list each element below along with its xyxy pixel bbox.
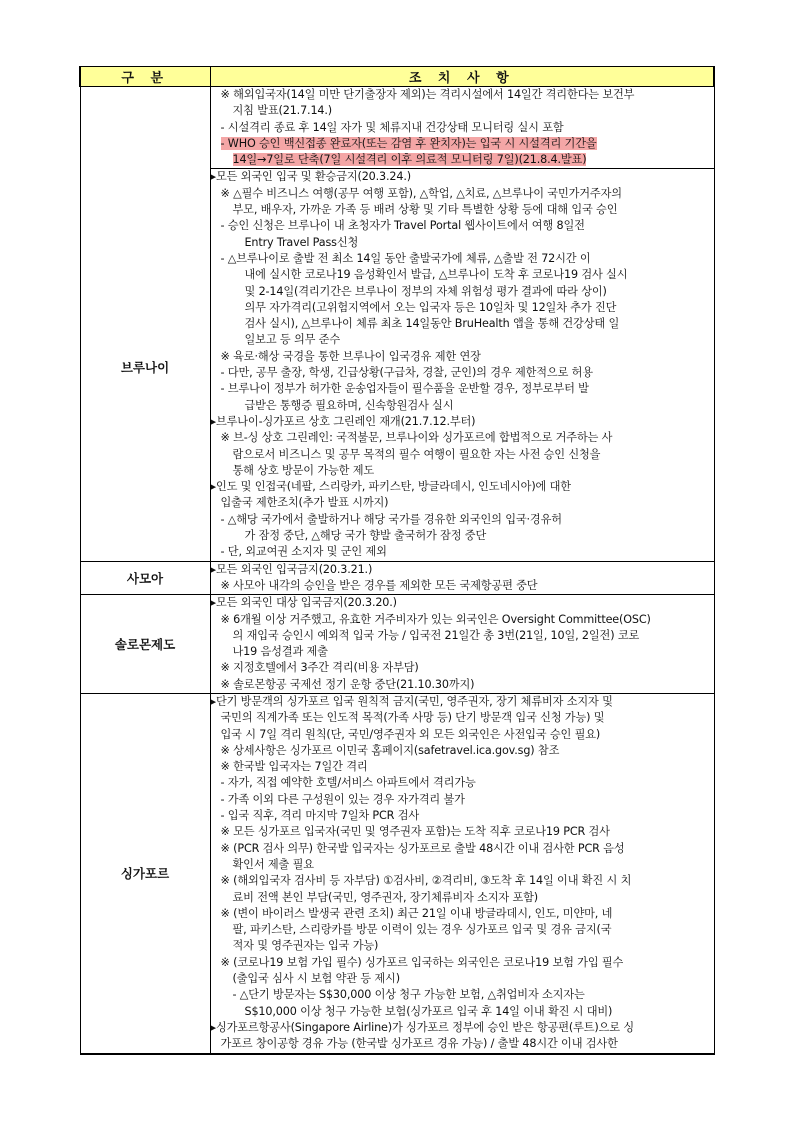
text-line: 입국 시 7일 격리 원칙(단, 국민/영주권자 외 모든 외국인은 사전입국 승인 필요) [220, 727, 601, 741]
text-line: ▸모든 외국인 대상 입국금지(20.3.20.) [210, 596, 397, 610]
text-line: ※ 솔로몬항공 국제선 정기 운항 중단(21.10.30까지) [220, 677, 475, 691]
table-row-continuation [80, 87, 714, 169]
text-line: 지침 발표(21.7.14.) [232, 104, 333, 118]
text-line: 국민의 직계가족 또는 인도적 목적(가족 사망 등) 단기 방문객 입국 신청 가능) 및 [220, 711, 605, 725]
text-line: 가 잠정 중단, △해당 국가 향발 출국허가 잠정 중단 [244, 529, 487, 543]
text-line: - 다만, 공무 출장, 학생, 긴급상황(구급차, 경찰, 군인)의 경우 제한적으로 허용 [220, 366, 593, 380]
header-measures: 조 치 사 항 [210, 67, 714, 87]
text-line: - △단기 방문자는 S$30,000 이상 청구 가능한 보험, △취업비자 소지자는 [232, 988, 585, 1002]
text-line: - 가족 이외 다른 구성원이 있는 경우 자가격리 불가 [220, 792, 465, 806]
highlighted-line: - WHO 승인 백신접종 완료자(또는 감염 후 완치자)는 입국 시 시설격리 기간을 [220, 136, 597, 150]
text-line: ※ 브-싱 상호 그린레인: 국적불문, 브루나이와 싱가포르에 합법적으로 거주하는 사 [220, 431, 613, 445]
country-name: 사모아 [126, 570, 164, 586]
text-line: - 시설격리 종료 후 14일 자가 및 체류지내 건강상태 모니터링 실시 포함 [220, 120, 564, 134]
text-line: ※ 6개월 이상 거주했고, 유효한 거주비자가 있는 외국인은 Oversight Committee(OSC) [220, 612, 651, 626]
text-line: ▸인도 및 인접국(네팔, 스리랑카, 파키스탄, 방글라데시, 인도네시아)에 대한 [210, 480, 571, 494]
text-line: 람으로서 비즈니스 및 공무 목적의 필수 여행이 필요한 자는 사전 승인 신청을 [232, 447, 601, 461]
text-line: 나19 음성결과 제출 [232, 645, 328, 659]
measures-table [79, 66, 715, 1055]
country-cell [80, 561, 210, 595]
header-row [80, 67, 714, 87]
text-line: - 입국 직후, 격리 마지막 7일차 PCR 검사 [220, 809, 420, 823]
country-cell [80, 169, 210, 561]
text-line: 내에 실시한 코로나19 음성확인서 발급, △브루나이 도착 후 코로나19 검사 실시 [244, 268, 628, 282]
country-cell-empty [80, 87, 210, 169]
country-name: 솔로몬제도 [114, 637, 176, 653]
text-line: 입출국 제한조치(추가 발표 시까지) [220, 496, 389, 510]
text-line: 일보고 등 의무 준수 [244, 333, 340, 347]
text-line: ※ 사모아 내각의 승인을 받은 경우를 제외한 모든 국제항공편 중단 [220, 578, 538, 592]
text-line: ▸브루나이-싱가포르 상호 그린레인 재개(21.7.12.부터) [210, 414, 476, 428]
text-line: 료비 전액 본인 부담(국민, 영주권자, 장기체류비자 소지자 포함) [232, 890, 539, 904]
measures-cell [210, 595, 714, 694]
text-line: 급받은 통행증 필요하며, 신속항원검사 실시 [244, 398, 454, 412]
text-line: 및 2-14일(격리기간은 브루나이 정부의 자체 위험성 평가 결과에 따라 상이) [244, 284, 607, 298]
text-line: 통해 상호 방문이 가능한 제도 [232, 463, 375, 477]
text-line: ▸모든 외국인 입국 및 환승금지(20.3.24.) [210, 170, 411, 184]
text-line: ※ 한국발 입국자는 7일간 격리 [220, 760, 368, 774]
text-line: Entry Travel Pass신청 [244, 235, 359, 249]
text-line: - 브루나이 정부가 허가한 운송업자들이 필수품을 운반할 경우, 정부로부터 발 [220, 382, 589, 396]
text-line: ▸싱가포르항공사(Singapore Airline)가 싱가포르 정부에 승인 받은 항공편(루트)으로 싱 [210, 1020, 635, 1034]
text-line: - 단, 외교여권 소지자 및 군인 제외 [220, 545, 387, 559]
text-line: ※ (해외입국자 검사비 등 자부담) ①검사비, ②격리비, ③도착 후 14일 이내 확진 시 치 [220, 874, 632, 888]
text-line: ▸단기 방문객의 싱가포르 입국 원칙적 금지(국민, 영주권자, 장기 체류비자 소지자 및 [210, 694, 613, 708]
text-line: ▸모든 외국인 입국금지(20.3.21.) [210, 562, 373, 576]
text-line: ※ (PCR 검사 의무) 한국발 입국자는 싱가포르로 출발 48시간 이내 검사한 PCR 음성 [220, 841, 625, 855]
text-line: - 자가, 직접 예약한 호텔/서비스 아파트에서 격리가능 [220, 776, 476, 790]
table-row-samoa [80, 561, 714, 595]
table-row-solomon [80, 595, 714, 694]
country-cell [80, 693, 210, 1053]
text-line: - △브루나이로 출발 전 최소 14일 동안 출발국가에 체류, △출발 전 72시간 이 [220, 251, 591, 265]
measures-cell [210, 169, 714, 561]
text-line: ※ (변이 바이러스 발생국 관련 조치) 최근 21일 이내 방글라데시, 인도, 미얀마, 네 [220, 906, 613, 920]
measures-cell [210, 693, 714, 1053]
text-line: 가포르 창이공항 경유 가능 (한국발 싱가포르 경유 가능) / 출발 48시간 이내 검사한 [220, 1037, 618, 1051]
text-line: 팔, 파키스탄, 스리랑카를 방문 이력이 있는 경우 싱가포르 입국 및 경유 금지(국 [232, 923, 612, 937]
text-line: - △해당 국가에서 출발하거나 해당 국가를 경유한 외국인의 입국·경유허 [220, 512, 562, 526]
text-line: ※ 모든 싱가포르 입국자(국민 및 영주권자 포함)는 도착 직후 코로나19 PCR 검사 [220, 825, 610, 839]
table-row-singapore [80, 693, 714, 1053]
country-name: 브루나이 [120, 359, 170, 375]
text-line: S$10,000 이상 청구 가능한 보험(싱가포르 입국 후 14일 이내 확진 시 대비) [244, 1004, 613, 1018]
text-line: 의 재입국 승인시 예외적 입국 가능 / 입국전 21일간 총 3번(21일, 10일, 2일전) 코로 [232, 628, 640, 642]
text-line: 부모, 배우자, 가까운 가족 등 배려 상황 및 기타 특별한 상황 등에 대해 입국 승인 [232, 203, 618, 217]
text-line: ※ 해외입국자(14일 미만 단기출장자 제외)는 격리시설에서 14일간 격리한다는 보건부 [220, 88, 635, 101]
text-line: 적자 및 영주권자는 입국 가능) [232, 939, 379, 953]
measures-cell [210, 561, 714, 595]
text-line: - 승인 신청은 브루나이 내 초청자가 Travel Portal 웹사이트에서 여행 8일전 [220, 219, 585, 233]
text-line: ※ 상세사항은 싱가포르 이민국 홈페이지(safetravel.ica.gov.sg) 참조 [220, 743, 560, 757]
text-line: ※ (코로나19 보험 가입 필수) 싱가포르 입국하는 외국인은 코로나19 보험 가입 필수 [220, 955, 624, 969]
text-line: 의무 자가격리(고위험지역에서 오는 입국자 등은 10일차 및 12일차 추가 진단 [244, 300, 617, 314]
header-category: 구 분 [80, 67, 210, 87]
text-line: ※ 육로·해상 국경을 통한 브루나이 입국경유 제한 연장 [220, 349, 481, 363]
text-line: ※ 지정호텔에서 3주간 격리(비용 자부담) [220, 661, 419, 675]
text-line: ※ △필수 비즈니스 여행(공무 여행 포함), △학업, △치료, △브루나이 국민가거주자의 [220, 186, 622, 200]
measures-cell [210, 87, 714, 169]
text-line: (출입국 심사 시 보험 약관 등 제시) [232, 972, 400, 986]
text-line: 검사 실시), △브루나이 체류 최초 14일동안 BruHealth 앱을 통해 건강상태 일 [244, 317, 620, 331]
country-cell [80, 595, 210, 694]
text-line: 확인서 제출 필요 [232, 857, 314, 871]
country-name: 싱가포르 [120, 866, 170, 882]
highlighted-line: 14일→7일로 단축(7일 시설격리 이후 의료적 모니터링 7일)(21.8.4.발표) [232, 153, 587, 167]
table-row-brunei [80, 169, 714, 561]
